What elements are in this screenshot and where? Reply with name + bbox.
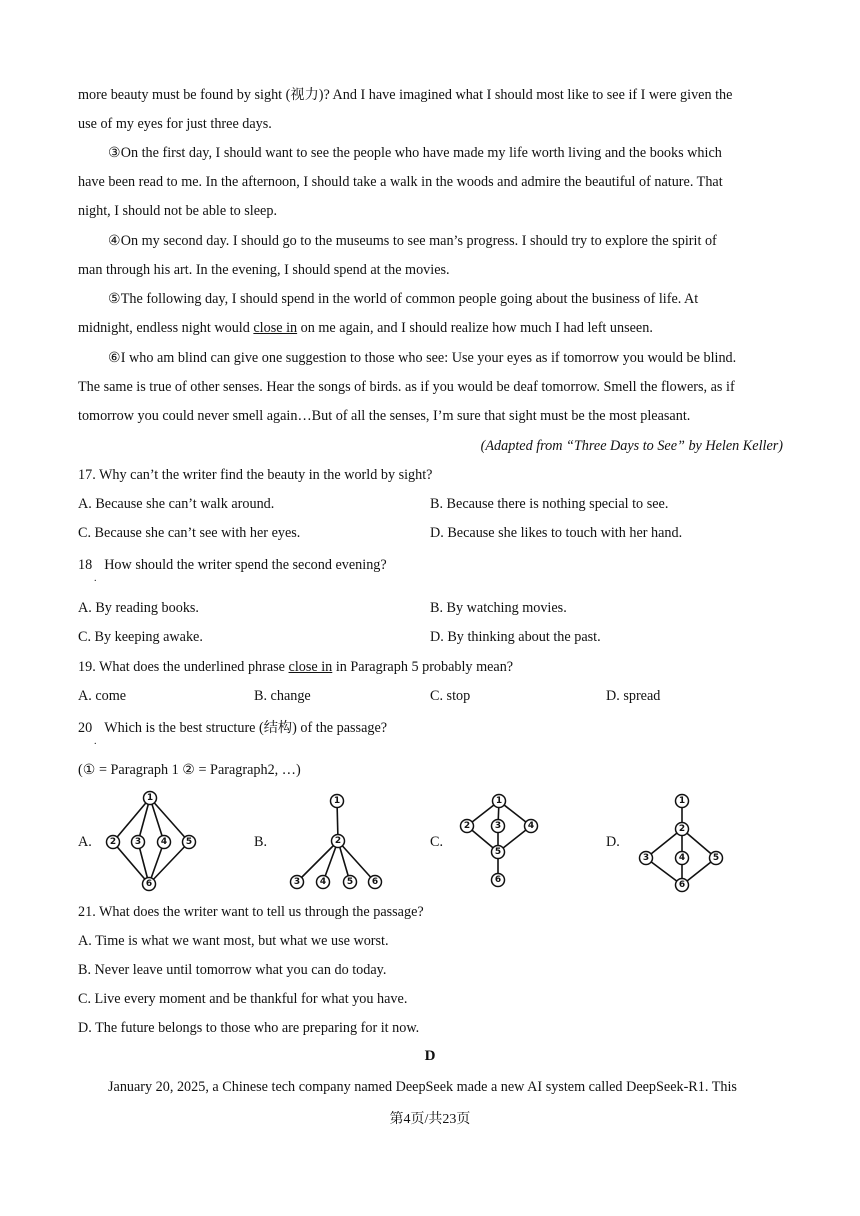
node-label: 1 [333, 796, 341, 806]
q18-option-d[interactable]: D. By thinking about the past. [430, 629, 601, 645]
node-label: 5 [185, 837, 193, 847]
passage-line: more beauty must be found by sight (视力)? And I have imagined what I should most like to see if I were given the [78, 87, 733, 103]
q17-option-c[interactable]: C. Because she can’t see with her eyes. [78, 525, 301, 541]
node-label: 1 [678, 796, 686, 806]
q18-option-c[interactable]: C. By keeping awake. [78, 629, 203, 645]
node-label: 4 [678, 853, 686, 863]
passage-line: use of my eyes for just three days. [78, 116, 272, 132]
node-label: 2 [678, 824, 686, 834]
node-label: 4 [319, 877, 327, 887]
q21-option-d[interactable]: D. The future belongs to those who are preparing for it now. [78, 1020, 420, 1036]
q17-option-b[interactable]: B. Because there is nothing special to see. [430, 496, 669, 512]
paragraph-5: ⑤The following day, I should spend in the world of common people going about the business of life. At [108, 291, 699, 307]
q20-option-a[interactable]: A. [78, 834, 92, 850]
passage-line [78, 318, 653, 338]
node-label: 2 [334, 836, 342, 846]
node-label: 5 [494, 847, 502, 857]
question-20-stem [78, 718, 387, 738]
structure-diagram-b [284, 788, 388, 894]
node-label: 5 [346, 877, 354, 887]
node-label: 1 [146, 793, 154, 803]
dot-mark: . [94, 736, 97, 747]
q20-option-c[interactable]: C. [430, 834, 444, 850]
text-span: in Paragraph 5 probably mean? [332, 659, 514, 675]
q21-option-b[interactable]: B. Never leave until tomorrow what you can do today. [78, 962, 387, 978]
q19-option-a[interactable]: A. come [78, 688, 127, 704]
node-3 [640, 852, 653, 865]
node-label: 2 [109, 837, 117, 847]
node-1 [331, 795, 344, 808]
underlined-phrase: close in [253, 320, 298, 336]
passage-line: have been read to me. In the afternoon, I should take a walk in the woods and admire the beautiful of nature. That [78, 174, 723, 190]
node-1 [144, 792, 157, 805]
question-number: 20 [78, 720, 93, 736]
node-5 [492, 846, 505, 859]
section-d-line: January 20, 2025, a Chinese tech company named DeepSeek made a new AI system called DeepSeek-R1. This [108, 1079, 737, 1095]
node-4 [676, 852, 689, 865]
question-18-stem [78, 555, 387, 575]
question-text: How should the writer spend the second evening? [104, 557, 387, 573]
question-number: 18 [78, 557, 93, 573]
node-label: 3 [134, 837, 142, 847]
node-1 [493, 795, 506, 808]
node-label: 1 [495, 796, 503, 806]
passage-line: night, I should not be able to sleep. [78, 203, 277, 219]
node-label: 6 [371, 877, 379, 887]
node-2 [332, 835, 345, 848]
passage-source: (Adapted from “Three Days to See” by Helen Keller) [480, 438, 783, 454]
q20-option-d[interactable]: D. [606, 834, 620, 850]
node-2 [107, 836, 120, 849]
question-19-stem [78, 657, 513, 677]
node-6 [676, 879, 689, 892]
paragraph-6: ⑥I who am blind can give one suggestion to those who see: Use your eyes as if tomorrow you would be blind. [108, 350, 737, 366]
section-heading: D [424, 1048, 436, 1064]
q17-option-a[interactable]: A. Because she can’t walk around. [78, 496, 275, 512]
question-17-stem: 17. Why can’t the writer find the beauty in the world by sight? [78, 467, 433, 483]
node-1 [676, 795, 689, 808]
node-5 [183, 836, 196, 849]
node-label: 3 [494, 821, 502, 831]
question-text: Which is the best structure (结构) of the passage? [104, 720, 388, 736]
q19-option-d[interactable]: D. spread [606, 688, 661, 704]
node-label: 3 [642, 853, 650, 863]
node-label: 3 [293, 877, 301, 887]
q17-option-d[interactable]: D. Because she likes to touch with her hand. [430, 525, 683, 541]
node-label: 4 [527, 821, 535, 831]
node-4 [525, 820, 538, 833]
question-21-stem: 21. What does the writer want to tell us through the passage? [78, 904, 424, 920]
node-6 [143, 878, 156, 891]
dot-mark: . [94, 573, 97, 584]
node-6 [492, 874, 505, 887]
underlined-phrase: close in [288, 659, 333, 675]
node-label: 4 [160, 837, 168, 847]
passage-line: The same is true of other senses. Hear the songs of birds. as if you would be deaf tomorrow. Smell the flowers, as if [78, 379, 735, 395]
paragraph-3: ③On the first day, I should want to see the people who have made my life worth living and the books which [108, 145, 722, 161]
node-5 [344, 876, 357, 889]
structure-diagram-d [632, 790, 728, 894]
text-span: on me again, and I should realize how much I had left unseen. [297, 320, 653, 336]
node-label: 2 [463, 821, 471, 831]
q19-option-b[interactable]: B. change [254, 688, 311, 704]
q18-option-a[interactable]: A. By reading books. [78, 600, 199, 616]
passage-line: tomorrow you could never smell again…But of all the senses, I’m sure that sight must be the most pleasant. [78, 408, 691, 424]
node-3 [291, 876, 304, 889]
q21-option-a[interactable]: A. Time is what we want most, but what we use worst. [78, 933, 389, 949]
text-span: midnight, endless night would [78, 320, 254, 336]
q18-option-b[interactable]: B. By watching movies. [430, 600, 567, 616]
node-6 [369, 876, 382, 889]
node-4 [317, 876, 330, 889]
node-2 [676, 823, 689, 836]
node-5 [710, 852, 723, 865]
text-span: 19. What does the underlined phrase [78, 659, 289, 675]
structure-diagram-a [100, 788, 200, 894]
node-3 [492, 820, 505, 833]
q20-option-b[interactable]: B. [254, 834, 268, 850]
node-3 [132, 836, 145, 849]
structure-diagram-c [456, 790, 544, 894]
node-label: 6 [494, 875, 502, 885]
node-4 [158, 836, 171, 849]
node-label: 6 [678, 880, 686, 890]
node-2 [461, 820, 474, 833]
q20-legend: (① = Paragraph 1 ② = Paragraph2, …) [78, 762, 301, 778]
q19-option-c[interactable]: C. stop [430, 688, 471, 704]
node-label: 6 [145, 879, 153, 889]
q21-option-c[interactable]: C. Live every moment and be thankful for what you have. [78, 991, 408, 1007]
paragraph-4: ④On my second day. I should go to the museums to see man’s progress. I should try to explore the spirit of [108, 233, 717, 249]
page-number: 第4页/共23页 [389, 1112, 471, 1127]
passage-line: man through his art. In the evening, I should spend at the movies. [78, 262, 450, 278]
node-label: 5 [712, 853, 720, 863]
